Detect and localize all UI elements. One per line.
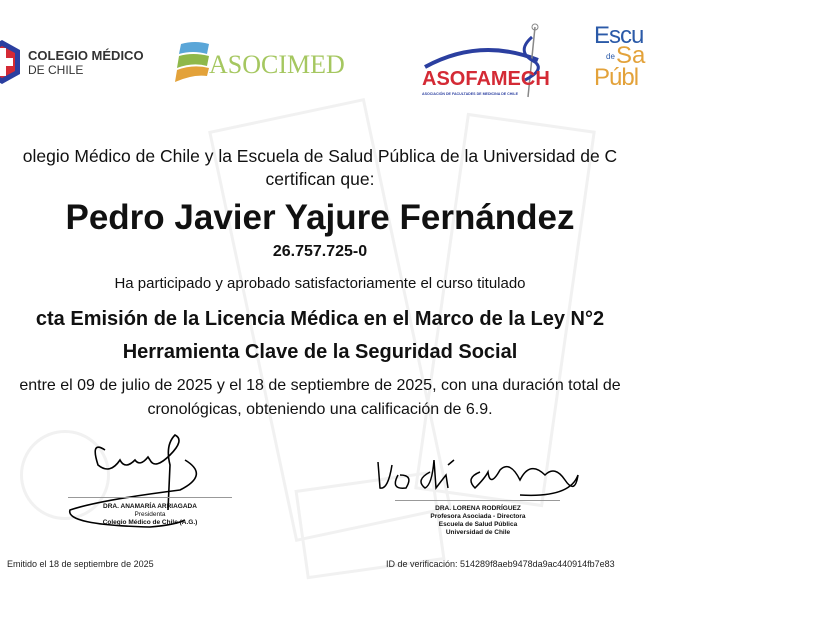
course-title-line2: Herramienta Clave de la Seguridad Social [122,341,518,363]
colegio-medico-logo [0,38,145,86]
signatory-1-name: DRA. ANAMARÍA ARRIAGADA [103,503,197,510]
signatory-2-org: Escuela de Salud Pública [438,521,518,528]
signatory-1-org: Colegio Médico de Chile (A.G.) [102,519,198,526]
signatory-2-org2: Universidad de Chile [445,529,511,536]
recipient-rut: 26.757.725-0 [272,243,368,260]
escuela-logo-line3: Públ [594,64,639,91]
escuela-logo-line1: Escu [594,22,644,49]
verification-id: ID de verificación: 514289f8aeb9478da9ac440914fb7e83 [386,559,615,569]
intro-certify: certifican que: [265,169,375,189]
asofamech-subtitle: ASOCIACIÓN DE FACULTADES DE MEDICINA DE CHILE [422,92,518,96]
intro-text: olegio Médico de Chile y la Escuela de Salud Pública de la Universidad de C [22,146,618,166]
escuela-logo-de: de [606,52,615,61]
signature-line-1 [68,497,232,498]
signatory-2-name: DRA. LORENA RODRÍGUEZ [435,505,521,512]
issue-date: Emitido el 18 de septiembre de 2025 [7,559,154,569]
asocimed-wave-icon [175,40,211,84]
asocimed-logo [175,40,390,85]
course-details-line2: cronológicas, obteniendo una calificación de 6.9. [147,401,493,418]
escuela-logo-line2: Sa [616,42,646,69]
signatory-1-role: Presidenta [134,511,166,518]
asofamech-text: ASOFAMECH [422,68,550,90]
escuela-salud-publica-logo [594,22,646,104]
colegio-logo-text: COLEGIO MÉDICO [28,48,144,63]
asofamech-logo [420,22,565,102]
recipient-name: Pedro Javier Yajure Fernández [65,198,575,237]
signature-line-2 [395,500,560,501]
signature-2 [370,450,590,500]
signatory-2-role: Profesora Asociada - Directora [430,513,526,520]
colegio-logo-subtext: DE CHILE [28,63,84,77]
course-title-line1: cta Emisión de la Licencia Médica en el Marco de la Ley N°2 [35,308,605,330]
asocimed-text: ASOCIMED [209,50,345,79]
participation-text: Ha participado y aprobado satisfactoriamente el curso titulado [114,275,526,292]
course-details-line1: entre el 09 de julio de 2025 y el 18 de septiembre de 2025, con una duración total de [19,377,621,394]
colegio-medico-emblem-icon [0,38,24,86]
